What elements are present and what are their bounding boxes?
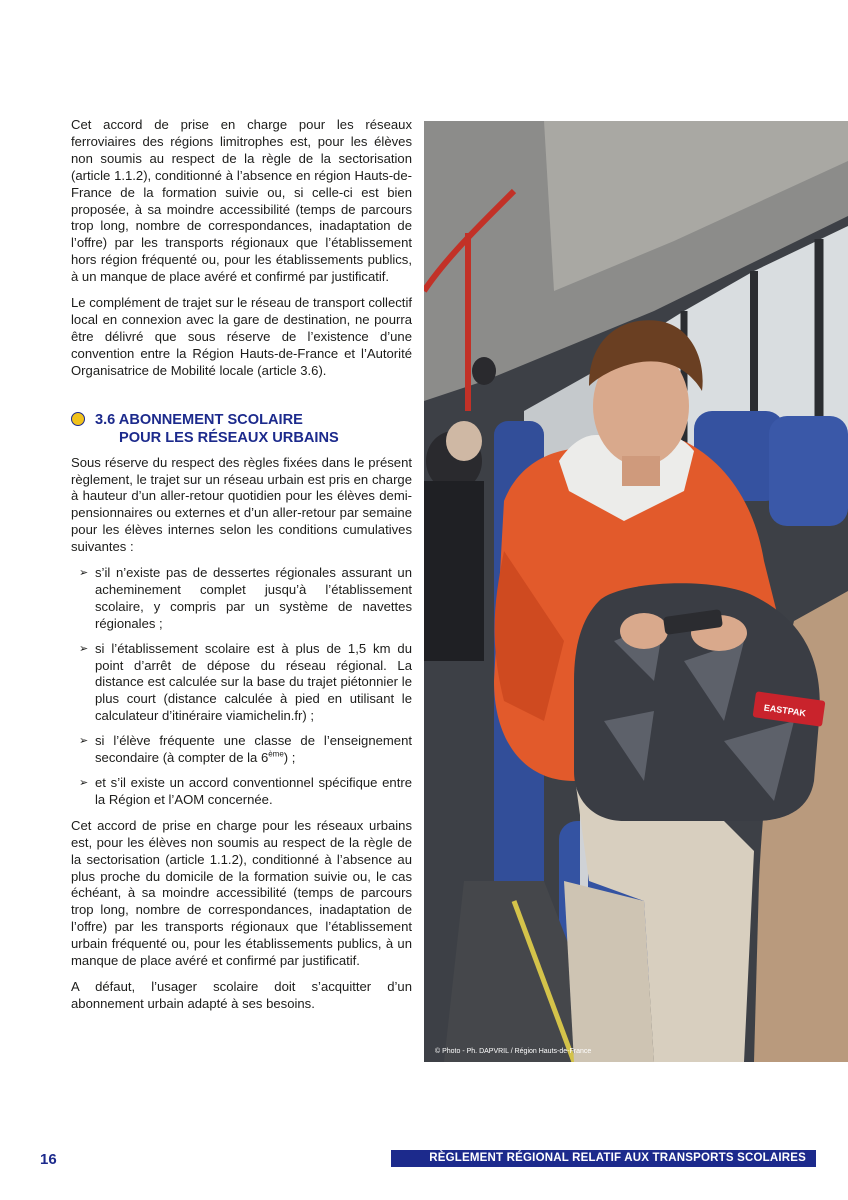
list-item	[71, 775, 412, 809]
backpack-brand-label: EASTPAK	[763, 702, 807, 719]
list-item-text: et s’il existe un accord conventionnel spécifique entre la Région et l’AOM concernée.	[95, 775, 412, 807]
main-text-column	[71, 117, 412, 1022]
page-number: 16	[40, 1151, 57, 1168]
arrow-bullet-icon: ➢	[79, 735, 89, 748]
photo-credit: © Photo - Ph. DAPVRIL / Région Hauts-de-France	[435, 1048, 592, 1055]
section-bullet-icon	[71, 412, 85, 426]
paragraph-urban-agreement: Cet accord de prise en charge pour les réseaux urbains est, pour les élèves non soumis au respect de la règle de la sectorisation (article 1.1.2), conditionné à l’absence au plus proche du domicile de la formation suivie ou, le cas échéant, à sa moindre accessibilité (temps de parcours trop long, nombre de correspondances, inadaptation de l’offre) par les transports régionaux que l’établissement urbain fréquenté ou, pour les établissements publics, à un manque de place avéré et confirmé par justificatif.	[71, 817, 412, 969]
list-item-text: si l’élève fréquente une classe de l’enseignement secondaire (à compter de la 6	[95, 733, 412, 766]
list-item	[71, 641, 412, 726]
paragraph-rail-agreement: Cet accord de prise en charge pour les réseaux ferroviaires des régions limitrophes est, pour les élèves non soumis au respect de la règle de la sectorisation (article 1.1.2), conditionné à l’absence en région Hauts-de-France de la formation suivie ou, si celle-ci est bien proposée, à sa moindre accessibilité (temps de parcours trop long, nombre de correspondances, inadaptation de l’offre) par les transports régionaux que l’établissement hors région fréquenté ou, pour les établissements publics, à un manque de place avéré et confirmé par justificatif.	[71, 117, 412, 285]
section-heading	[71, 411, 412, 447]
footer-banner: RÈGLEMENT RÉGIONAL RELATIF AUX TRANSPORTS SCOLAIRES	[391, 1150, 816, 1167]
paragraph-default: A défaut, l’usager scolaire doit s’acquitter d’un abonnement urbain adapté à ses besoins.	[71, 978, 412, 1011]
section-heading-line1: 3.6 ABONNEMENT SCOLAIRE	[95, 411, 303, 428]
list-item-text: s’il n’existe pas de dessertes régionales assurant un acheminement complet jusqu’à l’établissement scolaire, y compris par un système de navettes régionales ;	[95, 565, 412, 631]
arrow-bullet-icon: ➢	[79, 777, 89, 789]
arrow-bullet-icon: ➢	[79, 642, 89, 655]
criteria-list	[71, 565, 412, 809]
superscript-eme: ème	[268, 749, 284, 759]
list-item-text: si l’établissement scolaire est à plus de 1,5 km du point d’arrêt de dépose du réseau régional. La distance est calculée sur la base du trajet piétonnier le plus court (distance calculée à pied en utilisant le calculateur d’itinéraire viamichelin.fr) ;	[95, 640, 412, 724]
paragraph-urban-conditions: Sous réserve du respect des règles fixées dans le présent règlement, le trajet sur un réseau urbain est pris en charge à hauteur d’un aller-retour quotidien pour les élèves demi-pensionnaires ou externes et d’un aller-retour par semaine pour les élèves internes selon les conditions cumulatives suivantes :	[71, 454, 412, 555]
arrow-bullet-icon: ➢	[79, 567, 89, 580]
list-item	[71, 565, 412, 633]
list-item	[71, 733, 412, 767]
list-item-text-end: ) ;	[283, 750, 296, 766]
paragraph-local-network: Le complément de trajet sur le réseau de transport collectif local en connexion avec la gare de destination, ne pourra être délivré que sous réserve de l’existence d’une convention entre la Région Hauts-de-France et l’Autorité Organisatrice de Mobilité locale (article 3.6).	[71, 295, 412, 378]
section-heading-line2: POUR LES RÉSEAUX URBAINS	[119, 429, 339, 446]
bus-student-photo	[424, 121, 848, 1062]
